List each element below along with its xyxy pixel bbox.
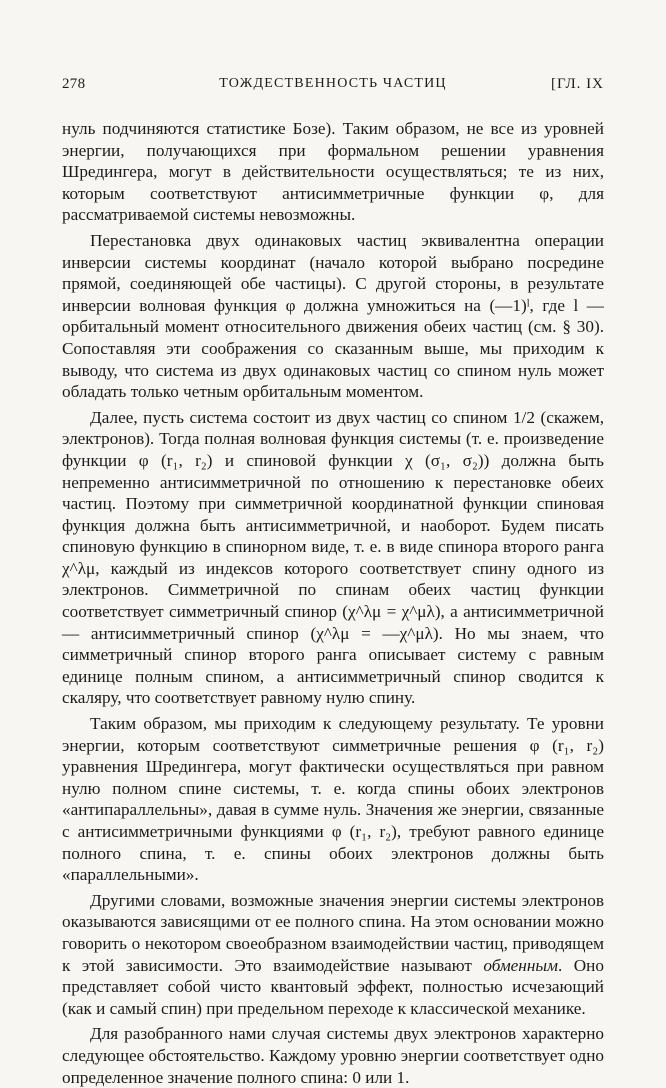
paragraph-3: Далее, пусть система состоит из двух частиц со спином 1/2 (скажем, электронов). Тогда полная волновая функция системы (т. е. произведение функции φ (r₁, r₂) и спиновой функции χ (σ₁, σ₂)) должна быть непременно антисимметричной по отношению к перестановке обеих частиц. Поэтому при симметричной координатной функции спиновая функция должна быть антисимметричной, и наоборот. Будем писать спиновую функцию в спинорном виде, т. е. в виде спинора второго ранга χ^λμ, каждый из индексов которого соответствует спину одного из электронов. Симметричной по спинам обеих частиц функции соответствует симметричный спинор (χ^λμ = χ^μλ), а антисимметричной — антисимметричный спинор (χ^λμ = —χ^μλ). Но мы знаем, что симметричный спинор второго ранга описывает систему с равным единице полным спином, а антисимметричный спинор сводится к скаляру, что соответствует равному нулю спину. xyxy=(62,407,604,708)
running-header xyxy=(62,76,604,100)
paragraph-6: Для разобранного нами случая системы двух электронов характерно следующее обстоятельство. Каждому уровню энергии соответствует одно определенное значение полного спина: 0 или 1. xyxy=(62,1024,604,1087)
running-title: ТОЖДЕСТВЕННОСТЬ ЧАСТИЦ xyxy=(219,76,447,91)
paragraph-5-part-2: . Оно представляет собой чисто квантовый эффект, полностью исчезающий (как и самый спин) при предельном переходе к классической механике. xyxy=(62,955,604,1018)
paragraph-2: Перестановка двух одинаковых частиц эквивалентна операции инверсии системы координат (начало которой выбрано посредине прямой, соединяющей обе частицы). С другой стороны, в результате инверсии волновая функция φ должна умножиться на (—1)ˡ, где l — орбитальный момент относительного движения обеих частиц (см. § 30). Сопоставляя эти соображения со сказанным выше, мы приходим к выводу, что система из двух одинаковых частиц со спином нуль может обладать только четным орбитальным моментом. xyxy=(62,230,604,402)
page-number: 278 xyxy=(62,76,86,92)
paragraph-5-part-1: Другими словами, возможные значения энергии системы электронов оказываются зависящими от ее полного спина. На этом основании можно говорить о некотором своеобразном взаимодействии частиц, приводящем к этой зависимости. Это взаимодействие называют xyxy=(62,890,604,975)
paragraph-4: Таким образом, мы приходим к следующему результату. Те уровни энергии, которым соответствуют симметричные решения φ (r₁, r₂) уравнения Шредингера, могут фактически осуществляться при равном нулю полном спине системы, т. е. когда спины обоих электронов «антипараллельны», давая в сумме нуль. Значения же энергии, связанные с антисимметричными функциями φ (r₁, r₂), требуют равного единице полного спина, т. е. спины обоих электронов должны быть «параллельными». xyxy=(62,714,604,885)
page-body xyxy=(62,118,604,1088)
chapter-label: [ГЛ. IX xyxy=(550,76,604,92)
paragraph-1: нуль подчиняются статистике Бозе). Таким образом, не все из уровней энергии, получающихся при формальном решении уравнения Шредингера, могут в действительности осуществляться; те из них, которым соответствуют антисимметричные функции φ, для рассматриваемой системы невозможны. xyxy=(62,119,604,225)
emphasis-term: обменным xyxy=(483,955,558,975)
